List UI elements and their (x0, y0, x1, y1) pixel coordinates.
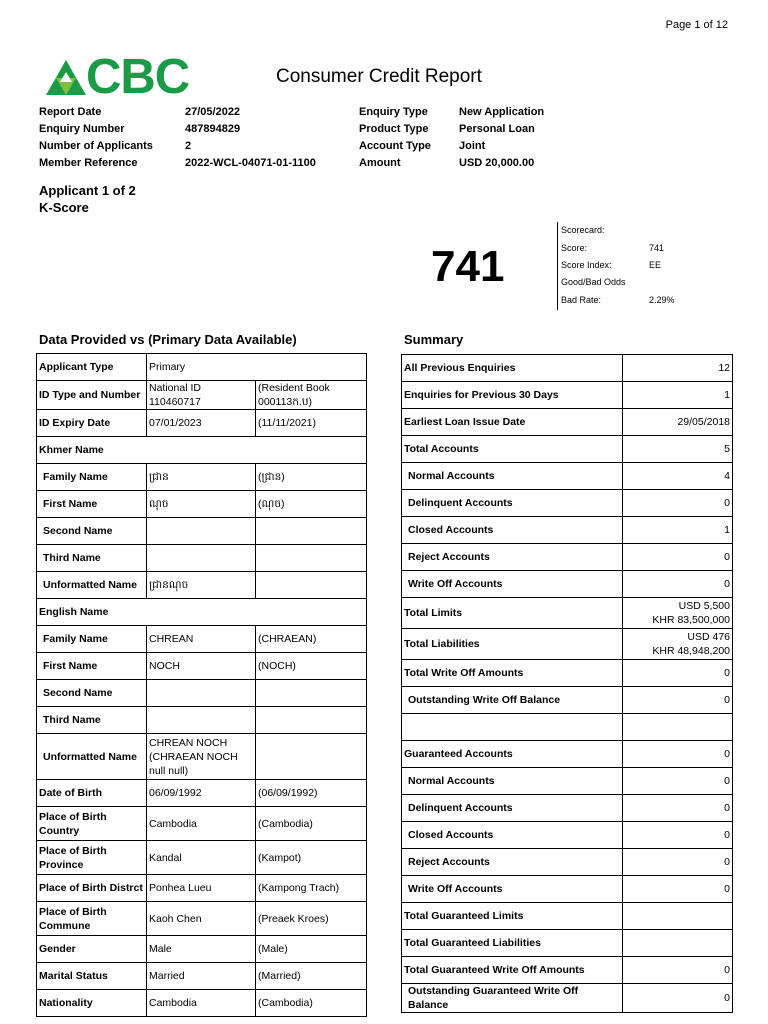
primary-value: (ណុច) (256, 491, 367, 518)
summary-value: 12 (623, 355, 733, 382)
data-provided-row (37, 680, 367, 707)
summary-label: Write Off Accounts (402, 876, 623, 903)
primary-value (256, 572, 367, 599)
field-label: Date of Birth (37, 780, 147, 807)
summary-row (402, 822, 733, 849)
cbc-logo (44, 50, 190, 104)
header-right-labels (359, 104, 431, 172)
data-provided-row (37, 626, 367, 653)
summary-value (623, 930, 733, 957)
member-reference-value: 2022-WCL-04071-01-1100 (185, 157, 316, 169)
summary-value: 0 (623, 660, 733, 687)
applicants-count-value: 2 (185, 140, 192, 152)
score-detail-row: Scorecard: (561, 225, 605, 235)
summary-row (402, 957, 733, 984)
primary-value: (Married) (256, 963, 367, 990)
field-label: Nationality (37, 990, 147, 1017)
cbc-logo-text: CBC (86, 50, 190, 104)
header-left-labels (39, 104, 153, 172)
summary-label: Total Guaranteed Liabilities (402, 930, 623, 957)
member-reference-label: Member Reference (39, 157, 138, 169)
summary-label: Total Limits (402, 598, 623, 629)
data-provided-row (37, 437, 367, 464)
summary-row (402, 930, 733, 957)
primary-value: (Resident Book 000113ក.ប) (256, 381, 367, 410)
summary-label: Closed Accounts (402, 822, 623, 849)
primary-value: (06/09/1992) (256, 780, 367, 807)
summary-value (623, 714, 733, 741)
data-provided-body (37, 354, 367, 1017)
data-provided-title: Data Provided vs (Primary Data Available) (39, 332, 297, 347)
kscore-heading: K-Score (39, 200, 89, 215)
summary-row (402, 544, 733, 571)
amount-value: USD 20,000.00 (459, 157, 535, 169)
primary-value (256, 734, 367, 780)
summary-label: Reject Accounts (402, 544, 623, 571)
summary-row (402, 382, 733, 409)
data-provided-row (37, 599, 367, 626)
field-label: Place of Birth Country (37, 807, 147, 841)
field-label: Unformatted Name (37, 734, 147, 780)
provided-value: Primary (147, 354, 367, 381)
field-label: ID Expiry Date (37, 410, 147, 437)
provided-value: Male (147, 936, 256, 963)
header-left-values (185, 104, 316, 172)
data-provided-row (37, 780, 367, 807)
data-provided-row (37, 841, 367, 875)
page-number: Page 1 of 12 (665, 19, 728, 31)
field-label: ID Type and Number (37, 381, 147, 410)
summary-row (402, 768, 733, 795)
data-provided-row (37, 381, 367, 410)
primary-value (256, 545, 367, 572)
provided-value: NOCH (147, 653, 256, 680)
field-label: Second Name (37, 680, 147, 707)
field-label: Place of Birth Commune (37, 902, 147, 936)
enquiry-type-label: Enquiry Type (359, 106, 428, 118)
report-title: Consumer Credit Report (276, 66, 482, 87)
field-label: Unformatted Name (37, 572, 147, 599)
kscore-value: 741 (431, 242, 505, 291)
provided-value: National ID 110460717 (147, 381, 256, 410)
summary-value: 5 (623, 436, 733, 463)
summary-row (402, 490, 733, 517)
summary-value: 0 (623, 571, 733, 598)
primary-value: (Kampong Trach) (256, 875, 367, 902)
summary-value: 0 (623, 984, 733, 1013)
enquiry-number-value: 487894829 (185, 123, 241, 135)
summary-row (402, 849, 733, 876)
field-label: Third Name (37, 707, 147, 734)
summary-label: Guaranteed Accounts (402, 741, 623, 768)
summary-label: Reject Accounts (402, 849, 623, 876)
primary-value: (Cambodia) (256, 807, 367, 841)
field-label: Gender (37, 936, 147, 963)
summary-row (402, 741, 733, 768)
field-label: Third Name (37, 545, 147, 572)
report-date-label: Report Date (39, 106, 102, 118)
summary-label: Delinquent Accounts (402, 490, 623, 517)
header-right-values (459, 104, 544, 172)
primary-value: (Preaek Kroes) (256, 902, 367, 936)
field-label: English Name (37, 599, 367, 626)
summary-label: Enquiries for Previous 30 Days (402, 382, 623, 409)
score-detail-row: Good/Bad Odds (561, 277, 626, 287)
score-detail-row: Bad Rate: 2.29% (561, 295, 675, 305)
summary-value: 0 (623, 795, 733, 822)
summary-label: Total Liabilities (402, 629, 623, 660)
field-label: First Name (37, 491, 147, 518)
primary-value (256, 518, 367, 545)
cbc-logo-icon (44, 58, 88, 98)
data-provided-row (37, 653, 367, 680)
provided-value (147, 545, 256, 572)
summary-label: Earliest Loan Issue Date (402, 409, 623, 436)
summary-value: 0 (623, 741, 733, 768)
enquiry-type-value: New Application (459, 106, 545, 118)
primary-value: (Male) (256, 936, 367, 963)
summary-value-khr: KHR 48,948,200 (652, 645, 730, 657)
summary-label: Total Accounts (402, 436, 623, 463)
provided-value: Kandal (147, 841, 256, 875)
summary-row (402, 409, 733, 436)
summary-value: 0 (623, 490, 733, 517)
score-detail-row: Score: 741 (561, 243, 665, 253)
provided-value: ណុច (147, 491, 256, 518)
summary-value: 0 (623, 822, 733, 849)
summary-label: Write Off Accounts (402, 571, 623, 598)
data-provided-row (37, 963, 367, 990)
data-provided-table (36, 353, 367, 1017)
provided-value: ជ្រាន (147, 464, 256, 491)
applicant-heading: Applicant 1 of 2 (39, 183, 136, 198)
data-provided-row (37, 572, 367, 599)
provided-value: CHREAN NOCH (CHRAEAN NOCH null null) (147, 734, 256, 780)
summary-body (402, 355, 733, 1013)
data-provided-row (37, 990, 367, 1017)
data-provided-row (37, 734, 367, 780)
summary-value: 0 (623, 768, 733, 795)
summary-value: 0 (623, 849, 733, 876)
amount-label: Amount (359, 157, 401, 169)
summary-row (402, 984, 733, 1013)
summary-value: 29/05/2018 (623, 409, 733, 436)
field-label: Applicant Type (37, 354, 147, 381)
primary-value: (NOCH) (256, 653, 367, 680)
primary-value: (11/11/2021) (256, 410, 367, 437)
summary-row (402, 660, 733, 687)
data-provided-row (37, 354, 367, 381)
data-provided-row (37, 707, 367, 734)
summary-value: 0 (623, 957, 733, 984)
summary-row (402, 795, 733, 822)
account-type-value: Joint (459, 140, 486, 152)
provided-value (147, 518, 256, 545)
summary-value (623, 903, 733, 930)
summary-row (402, 903, 733, 930)
summary-value: 0 (623, 876, 733, 903)
field-label: Khmer Name (37, 437, 367, 464)
summary-label: Normal Accounts (402, 463, 623, 490)
data-provided-row (37, 464, 367, 491)
primary-value: (Cambodia) (256, 990, 367, 1017)
product-type-value: Personal Loan (459, 123, 535, 135)
summary-value: 4 (623, 463, 733, 490)
summary-label: Closed Accounts (402, 517, 623, 544)
primary-value: (CHRAEAN) (256, 626, 367, 653)
summary-value: 0 (623, 687, 733, 714)
data-provided-row (37, 936, 367, 963)
provided-value: 06/09/1992 (147, 780, 256, 807)
summary-label (402, 714, 623, 741)
score-detail-row: Score Index: EE (561, 260, 662, 270)
provided-value: ជ្រានណុច (147, 572, 256, 599)
summary-label: Outstanding Write Off Balance (402, 687, 623, 714)
summary-label: All Previous Enquiries (402, 355, 623, 382)
summary-row (402, 517, 733, 544)
summary-row (402, 687, 733, 714)
data-provided-row (37, 807, 367, 841)
field-label: First Name (37, 653, 147, 680)
field-label: Family Name (37, 464, 147, 491)
summary-value: 1 (623, 517, 733, 544)
summary-label: Outstanding Guaranteed Write Off Balance (402, 984, 623, 1013)
summary-row (402, 571, 733, 598)
summary-row (402, 714, 733, 741)
summary-row (402, 355, 733, 382)
account-type-label: Account Type (359, 140, 431, 152)
provided-value: 07/01/2023 (147, 410, 256, 437)
score-details (557, 222, 675, 310)
primary-value: (ជ្រាន) (256, 464, 367, 491)
provided-value (147, 680, 256, 707)
applicant-section-heading (39, 182, 136, 216)
data-provided-row (37, 545, 367, 572)
provided-value: Cambodia (147, 990, 256, 1017)
provided-value: Cambodia (147, 807, 256, 841)
primary-value (256, 680, 367, 707)
applicants-count-label: Number of Applicants (39, 140, 153, 152)
enquiry-number-label: Enquiry Number (39, 123, 125, 135)
summary-row (402, 463, 733, 490)
data-provided-row (37, 491, 367, 518)
summary-row (402, 876, 733, 903)
summary-label: Delinquent Accounts (402, 795, 623, 822)
data-provided-row (37, 410, 367, 437)
data-provided-row (37, 518, 367, 545)
summary-value (623, 598, 733, 629)
summary-title: Summary (404, 332, 464, 347)
product-type-label: Product Type (359, 123, 429, 135)
field-label: Second Name (37, 518, 147, 545)
primary-value (256, 707, 367, 734)
primary-value: (Kampot) (256, 841, 367, 875)
field-label: Place of Birth Province (37, 841, 147, 875)
summary-value (623, 629, 733, 660)
summary-table (401, 354, 733, 1013)
summary-value-usd: USD 5,500 (678, 600, 730, 612)
summary-value-khr: KHR 83,500,000 (652, 614, 730, 626)
summary-label: Total Guaranteed Limits (402, 903, 623, 930)
provided-value: Ponhea Lueu (147, 875, 256, 902)
summary-value-usd: USD 476 (687, 631, 730, 643)
provided-value (147, 707, 256, 734)
field-label: Family Name (37, 626, 147, 653)
summary-value: 1 (623, 382, 733, 409)
summary-label: Total Guaranteed Write Off Amounts (402, 957, 623, 984)
data-provided-row (37, 875, 367, 902)
provided-value: Married (147, 963, 256, 990)
data-provided-row (37, 902, 367, 936)
provided-value: CHREAN (147, 626, 256, 653)
summary-label: Total Write Off Amounts (402, 660, 623, 687)
summary-row (402, 436, 733, 463)
field-label: Marital Status (37, 963, 147, 990)
summary-label: Normal Accounts (402, 768, 623, 795)
provided-value: Kaoh Chen (147, 902, 256, 936)
field-label: Place of Birth Distrct (37, 875, 147, 902)
report-date-value: 27/05/2022 (185, 106, 241, 118)
summary-row (402, 629, 733, 660)
summary-row (402, 598, 733, 629)
summary-value: 0 (623, 544, 733, 571)
